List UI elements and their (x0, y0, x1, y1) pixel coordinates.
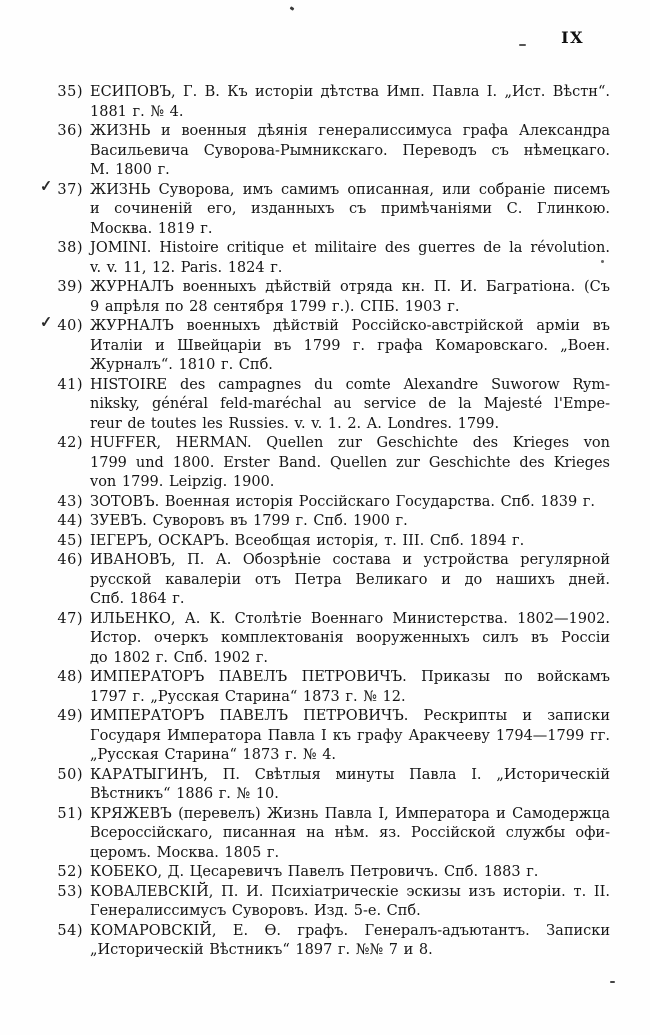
bibliography-entry (39, 176, 610, 240)
entry-line: ИМПЕРАТОРЪ ПАВЕЛЪ ПЕТРОВИЧЪ. Приказы по войскамъ (90, 669, 610, 685)
bibliography-entry (57, 883, 610, 922)
bibliography-list (39, 83, 610, 961)
entry-line: ЖИЗНЬ Суворова, имъ самимъ описанная, или собраніе писемъ (90, 181, 610, 198)
bibliography-entry (39, 312, 610, 376)
entry-number: 47) (57, 610, 83, 627)
entry-number: 49) (57, 708, 83, 724)
bibliography-entry (57, 376, 610, 435)
entry-line: ЖИЗНЬ и военныя дѣянія генералиссимуса графа Александра (90, 123, 610, 139)
entry-number: 48) (57, 669, 83, 685)
bibliography-entry (57, 922, 610, 961)
entry-line: КОМАРОВСКІЙ, Е. Ѳ. графъ. Генералъ-адъютантъ. Записки (90, 922, 610, 939)
entry-line: ЗОТОВЪ. Военная исторія Россійскаго Государства. Спб. 1839 г. (90, 493, 596, 510)
entry-line: HUFFER, HERMAN. Quellen zur Geschichte des Krieges von (90, 435, 610, 451)
bibliography-entry (57, 434, 610, 493)
entry-line: Журналъ“. 1810 г. Спб. (90, 357, 273, 373)
bibliography-entry (57, 610, 610, 669)
entry-line: JOMINI. Histoire critique et militaire des guerres de la révolution. (90, 240, 610, 256)
bibliography-entry (57, 551, 610, 610)
bibliography-entry (57, 493, 610, 513)
entry-line: Васильевича Суворова-Рымникскаго. Переводъ съ нѣмецкаго. (90, 142, 610, 159)
scan-artifact (519, 44, 526, 46)
entry-number: 46) (57, 552, 83, 568)
entry-line: v. v. 11, 12. Paris. 1824 г. (90, 259, 283, 276)
entry-line: ЖУРНАЛЪ военныхъ дѣйствій Россійско-австрійской арміи въ (90, 318, 610, 334)
bibliography-entry (57, 707, 610, 766)
entry-line: М. 1800 г. (90, 162, 170, 178)
checkmark-icon: ✓ (39, 176, 54, 195)
bibliography-entry (57, 863, 610, 883)
entry-line: ИМПЕРАТОРЪ ПАВЕЛЪ ПЕТРОВИЧЪ. Рескрипты и записки (90, 708, 610, 724)
entry-line: 9 апрѣля по 28 сентября 1799 г.). СПБ. 1903 г. (90, 298, 460, 315)
entry-line: КРЯЖЕВЪ (перевелъ) Жизнь Павла I, Императора и Самодержца (90, 805, 610, 822)
entry-number: 43) (57, 493, 83, 510)
entry-line: 1797 г. „Русская Старина“ 1873 г. № 12. (90, 688, 406, 705)
entry-line: ЕСИПОВЪ, Г. В. Къ исторіи дѣтства Имп. Павла I. „Ист. Вѣстн“. (90, 84, 610, 100)
scan-artifact (290, 6, 295, 11)
entry-line: русской кавалеріи отъ Петра Великаго и до нашихъ дней. (90, 571, 610, 588)
entry-number: 54) (57, 922, 83, 939)
entry-number: 52) (57, 864, 83, 880)
entry-line: reur de toutes les Russies. v. v. 1. 2. A. Londres. 1799. (90, 415, 500, 432)
checkmark-icon: ✓ (39, 312, 54, 332)
entry-line: КАРАТЫГИНЪ, П. Свѣтлыя минуты Павла I. „Историческій (90, 766, 610, 783)
entry-number: 44) (57, 513, 83, 529)
entry-number: 39) (57, 279, 83, 295)
entry-line: „Историческій Вѣстникъ“ 1897 г. №№ 7 и 8. (90, 942, 433, 958)
entry-number: 50) (57, 766, 83, 783)
entry-number: 37) (57, 181, 83, 198)
entry-line: КОВАЛЕВСКІЙ, П. И. Психіатрическіе эскизы изъ исторіи. т. II. (90, 883, 610, 900)
entry-line: ІЕГЕРЪ, ОСКАРЪ. Всеобщая исторія, т. III. Спб. 1894 г. (90, 532, 525, 549)
bibliography-entry (57, 122, 610, 181)
entry-line: Истор. очеркъ комплектованія вооруженныхъ силъ въ Россіи (90, 630, 610, 646)
entry-line: 1881 г. № 4. (90, 103, 184, 120)
entry-line: „Русская Старина“ 1873 г. № 4. (90, 747, 337, 763)
entry-line: до 1802 г. Спб. 1902 г. (90, 649, 269, 666)
entry-line: КОБЕКО, Д. Цесаревичъ Павелъ Петровичъ. Спб. 1883 г. (90, 864, 539, 880)
entry-number: 53) (57, 883, 83, 900)
entry-line: Генералиссимусъ Суворовъ. Изд. 5-е. Спб. (90, 903, 421, 919)
entry-number: 51) (57, 805, 83, 822)
entry-line: von 1799. Leipzig. 1900. (90, 474, 275, 490)
entry-line: HISTOIRE des campagnes du comte Alexandre Suworow Rym- (90, 376, 610, 393)
entry-line: ИЛЬЕНКО, А. К. Столѣтіе Военнаго Министерства. 1802—1902. (90, 610, 610, 627)
bibliography-entry (57, 239, 610, 278)
entry-number: 40) (57, 318, 83, 334)
bibliography-entry (57, 766, 610, 805)
entry-number: 41) (57, 376, 83, 393)
entry-line: Государя Императора Павла I къ графу Аракчееву 1794—1799 гг. (90, 727, 610, 744)
bibliography-entry (57, 83, 610, 122)
bibliography-entry (57, 532, 610, 552)
entry-line: и сочиненій его, изданныхъ съ примѣчаніями С. Глинкою. (90, 201, 610, 217)
entry-line: ЖУРНАЛЪ военныхъ дѣйствій отряда кн. П. И. Багратіона. (Съ (90, 279, 610, 295)
entry-line: ЗУЕВЪ. Суворовъ въ 1799 г. Спб. 1900 г. (90, 513, 408, 529)
entry-line: Москва. 1819 г. (90, 220, 213, 237)
entry-number: 36) (57, 123, 83, 139)
bibliography-entry (57, 278, 610, 317)
entry-number: 45) (57, 532, 83, 549)
entry-line: церомъ. Москва. 1805 г. (90, 844, 280, 861)
bibliography-entry (57, 512, 610, 532)
entry-line: niksky, général feld-maréchal au service de la Majesté l'Empe- (90, 396, 610, 412)
entry-line: Вѣстникъ“ 1886 г. № 10. (90, 786, 279, 802)
entry-number: 38) (57, 240, 83, 256)
scan-artifact (610, 981, 615, 983)
entry-line: Всероссійскаго, писанная на нѣм. яз. Россійской службы офи- (90, 825, 610, 841)
bibliography-entry (57, 805, 610, 864)
bibliography-entry (57, 668, 610, 707)
entry-number: 42) (57, 435, 83, 451)
entry-line: ИВАНОВЪ, П. А. Обозрѣніе состава и устройства регулярной (90, 552, 610, 568)
entry-line: Италіи и Швейцаріи въ 1799 г. графа Комаровскаго. „Воен. (90, 337, 610, 354)
page-number: IX (561, 28, 584, 47)
entry-line: 1799 und 1800. Erster Band. Quellen zur Geschichte des Krieges (90, 454, 610, 471)
entry-line: Спб. 1864 г. (90, 591, 185, 607)
entry-number: 35) (57, 84, 83, 100)
